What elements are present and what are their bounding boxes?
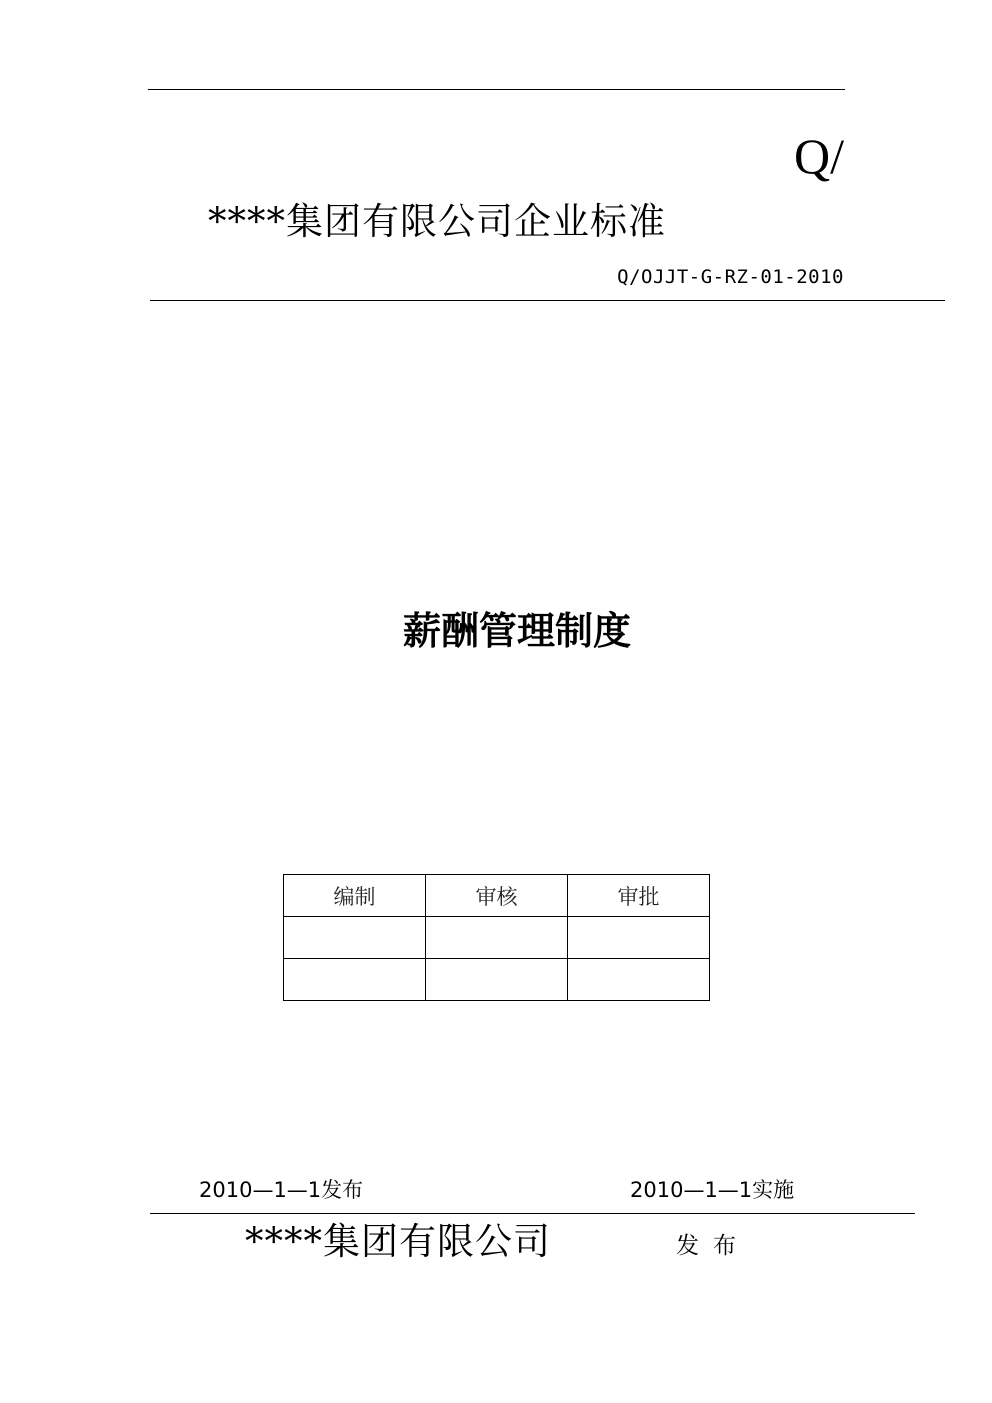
header-divider <box>150 300 945 301</box>
standard-q-mark: Q/ <box>794 128 844 184</box>
signature-cell <box>284 917 426 959</box>
header-cell-compile: 编制 <box>284 875 426 917</box>
date-cell <box>284 959 426 1001</box>
footer-divider <box>150 1213 915 1214</box>
publish-label: 发布 <box>676 1233 750 1259</box>
signature-cell <box>426 917 568 959</box>
date-cell <box>426 959 568 1001</box>
table-row <box>284 959 710 1001</box>
top-divider <box>148 89 845 90</box>
table-row <box>284 917 710 959</box>
publisher-name: ****集团有限公司 <box>245 1220 551 1263</box>
signature-cell <box>568 917 710 959</box>
document-title: 薪酬管理制度 <box>402 609 631 653</box>
header-cell-approve: 审批 <box>568 875 710 917</box>
date-cell <box>568 959 710 1001</box>
standard-code: Q/OJJT-G-RZ-01-2010 <box>617 266 844 288</box>
approval-table <box>283 874 710 1001</box>
header-cell-review: 审核 <box>426 875 568 917</box>
release-date: 2010—1—1发布 <box>199 1178 364 1202</box>
effective-date: 2010—1—1实施 <box>630 1178 795 1202</box>
approval-table-header-row <box>284 875 710 917</box>
standard-title: ****集团有限公司企业标准 <box>208 200 666 243</box>
